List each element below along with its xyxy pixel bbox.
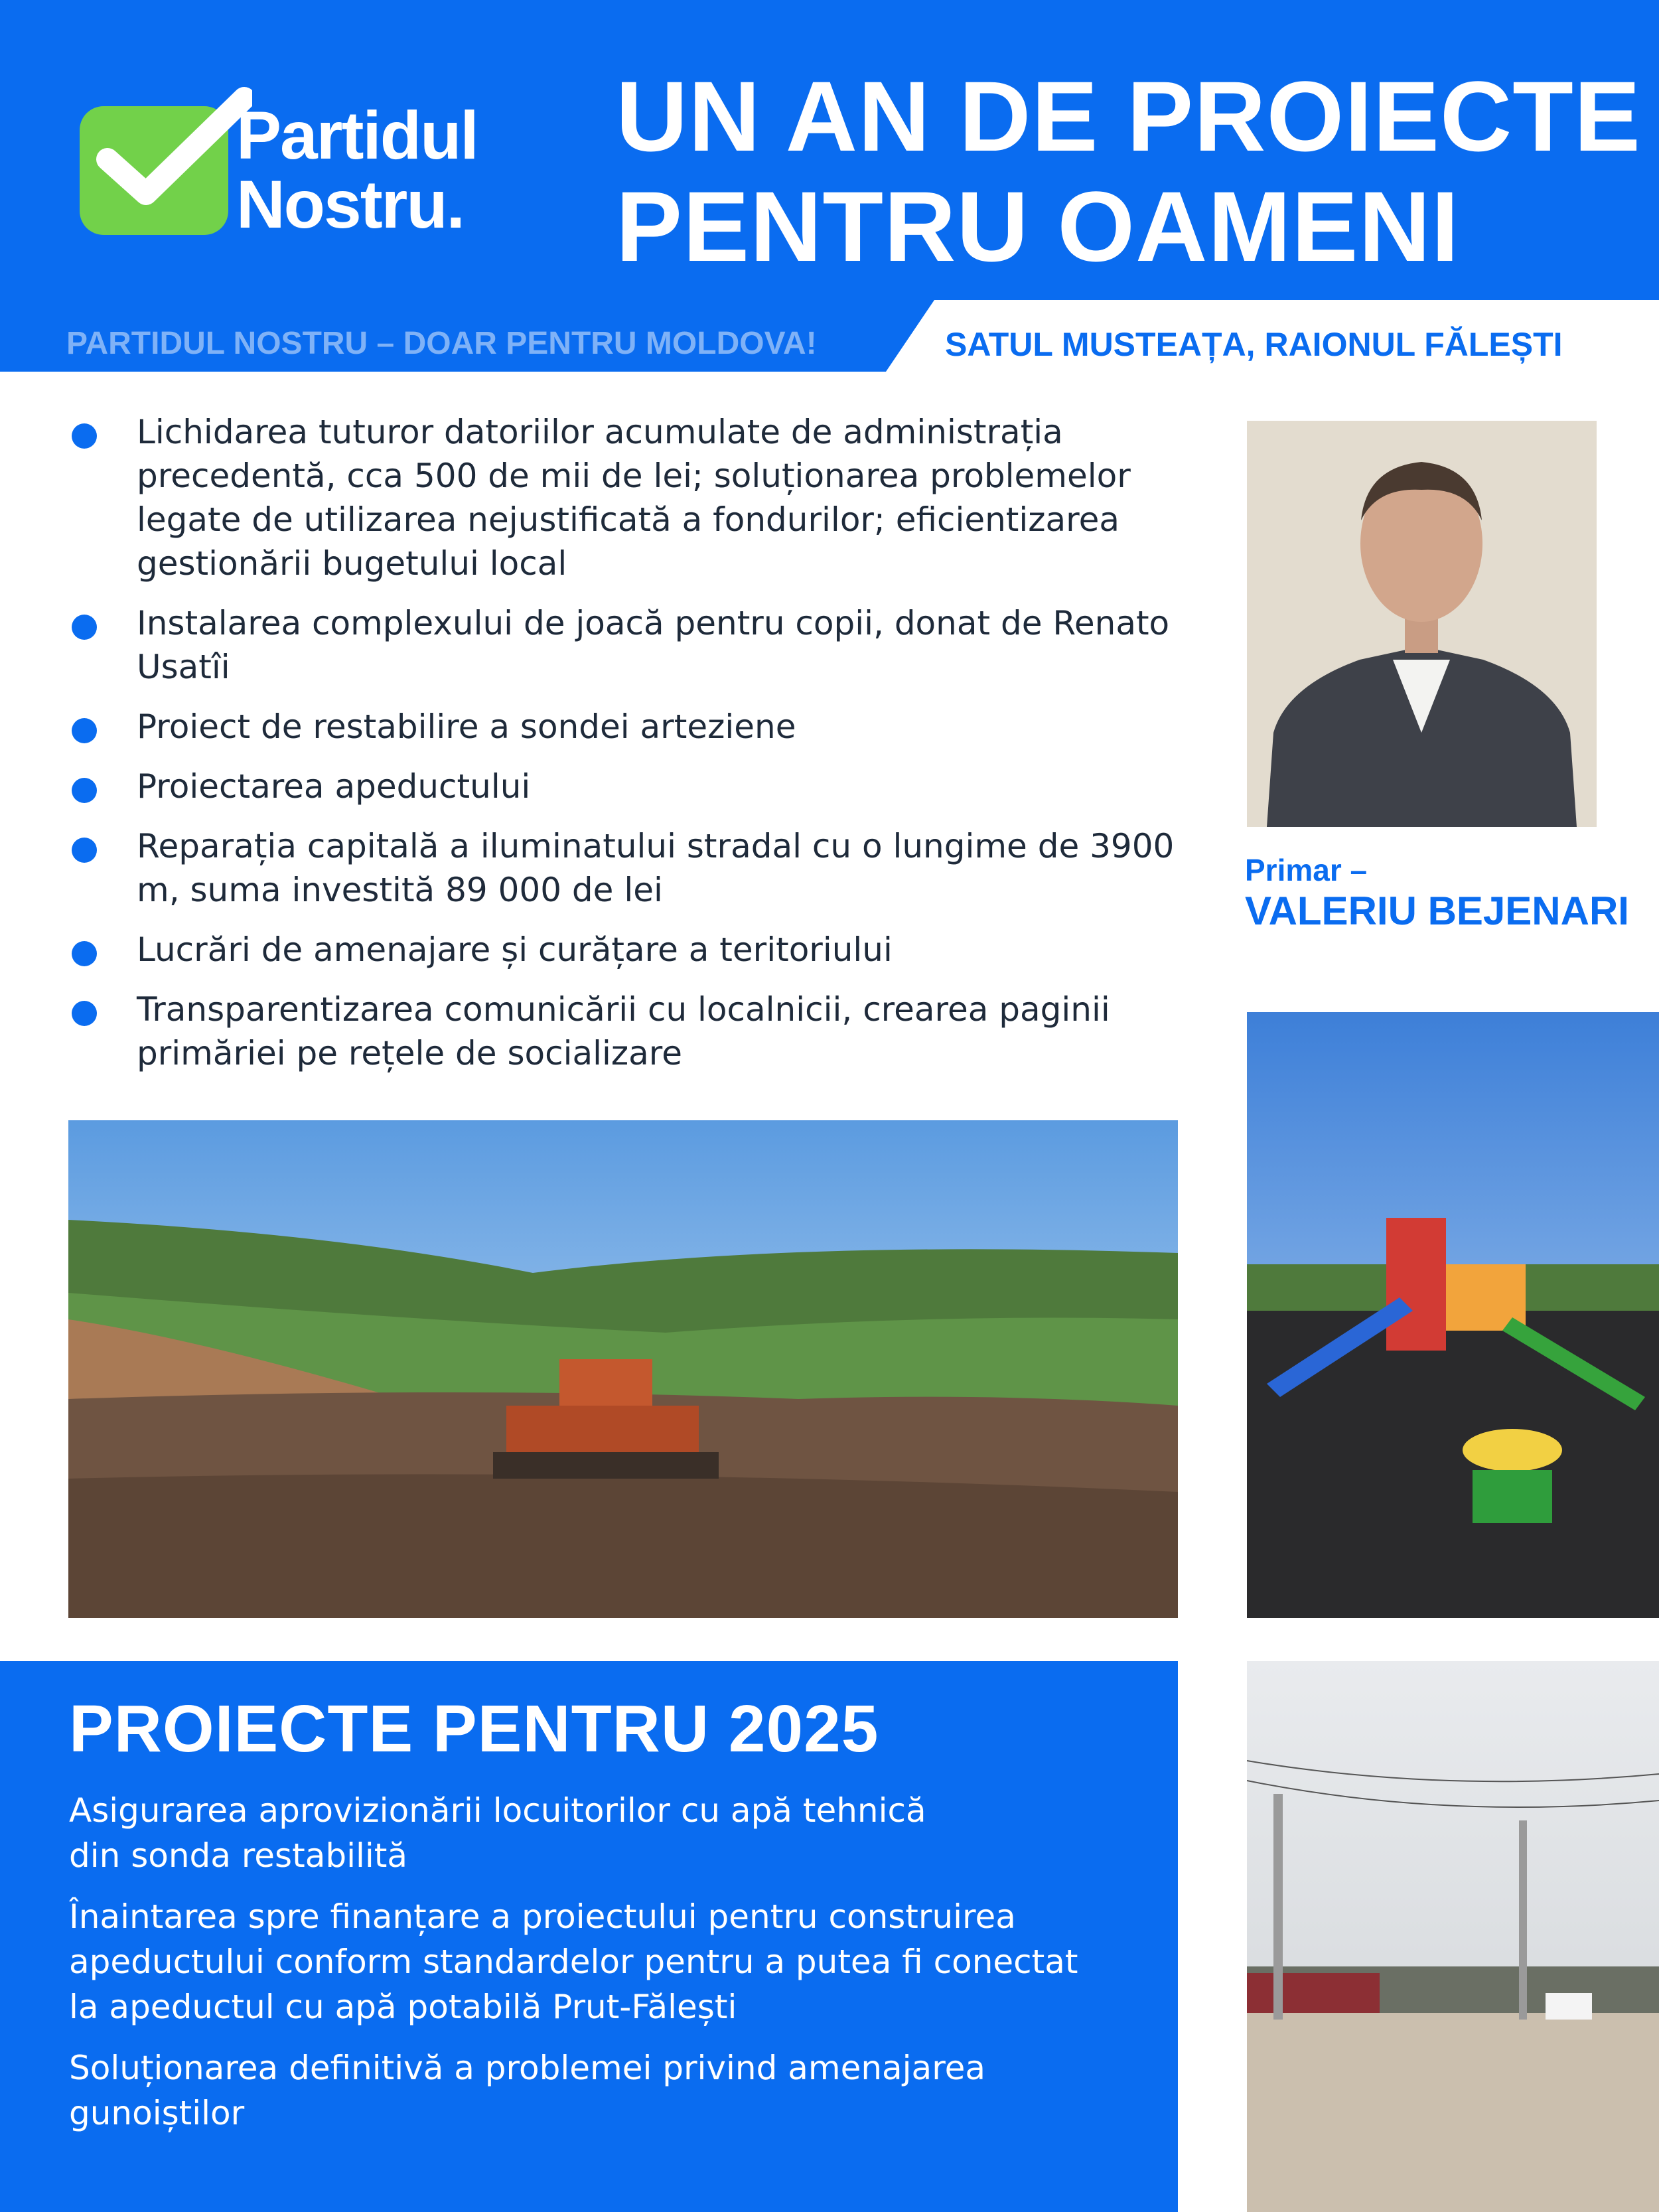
list-item-text: Lichidarea tuturor datoriilor acumulate de administrația precedentă, cca 500 de mii de lei; soluționarea problemelor legate de utilizarea nejustificată a fondurilor; eficientizarea gestionării bugetului local	[137, 413, 1131, 583]
list-item: Soluționarea definitivă a problemei privind amenajarea gunoiștilor	[69, 2049, 986, 2132]
party-name	[236, 98, 478, 242]
checkmark-icon	[93, 86, 252, 212]
field-clearing-photo	[68, 1120, 1178, 1618]
list-item	[66, 824, 1194, 912]
bullet-icon	[72, 423, 97, 449]
list-item-text: Reparația capitală a iluminatului stradal cu o lungime de 3900 m, suma investită 89 000 de lei	[137, 827, 1175, 909]
page-title-line1: UN AN DE PROIECTE	[616, 60, 1641, 172]
bullet-icon	[72, 838, 97, 863]
playground-photo	[1247, 1012, 1659, 1618]
list-item-text: Lucrări de amenajare și curățare a teritoriului	[137, 930, 893, 969]
mayor-role: Primar –	[1245, 853, 1368, 887]
list-item	[66, 705, 1194, 749]
plans-title: PROIECTE PENTRU 2025	[69, 1692, 879, 1766]
street-lighting-photo	[1247, 1661, 1659, 2212]
list-item-text: Proiectarea apeductului	[137, 767, 531, 806]
bullet-icon	[72, 941, 97, 966]
plans-list	[69, 1788, 1131, 2152]
bullet-icon	[72, 778, 97, 803]
page-title-line2: PENTRU OAMENI	[616, 171, 1460, 282]
mayor-name: VALERIU BEJENARI	[1245, 889, 1629, 933]
list-item	[66, 928, 1194, 972]
bullet-icon	[72, 615, 97, 640]
mayor-portrait	[1247, 421, 1597, 827]
page-title	[616, 61, 1641, 281]
list-item-text: Transparentizarea comunicării cu localnicii, crearea paginii primăriei pe rețele de socializare	[137, 990, 1110, 1072]
list-item	[66, 410, 1194, 585]
party-name-line2: Nostru.	[236, 167, 464, 242]
list-item-text: Proiect de restabilire a sondei arteziene	[137, 707, 796, 746]
list-item: Înaintarea spre finanțare a proiectului pentru construirea apeductului conform standardelor pentru a putea fi conectat la apeductul cu apă potabilă Prut-Fălești	[69, 1897, 1078, 2026]
list-item: Asigurarea aprovizionării locuitorilor cu apă tehnică din sonda restabilită	[69, 1791, 926, 1875]
party-name-line1: Partidul	[236, 98, 478, 173]
achievements-list	[66, 410, 1194, 1091]
bullet-icon	[72, 1001, 97, 1026]
list-item	[66, 765, 1194, 808]
location-text: SATUL MUSTEAȚA, RAIONUL FĂLEȘTI	[945, 326, 1563, 363]
bullet-icon	[72, 718, 97, 743]
slogan-text: PARTIDUL NOSTRU – DOAR PENTRU MOLDOVA!	[66, 326, 817, 361]
list-item	[66, 988, 1194, 1075]
list-item	[66, 601, 1194, 689]
list-item-text: Instalarea complexului de joacă pentru copii, donat de Renato Usatîi	[137, 604, 1170, 686]
